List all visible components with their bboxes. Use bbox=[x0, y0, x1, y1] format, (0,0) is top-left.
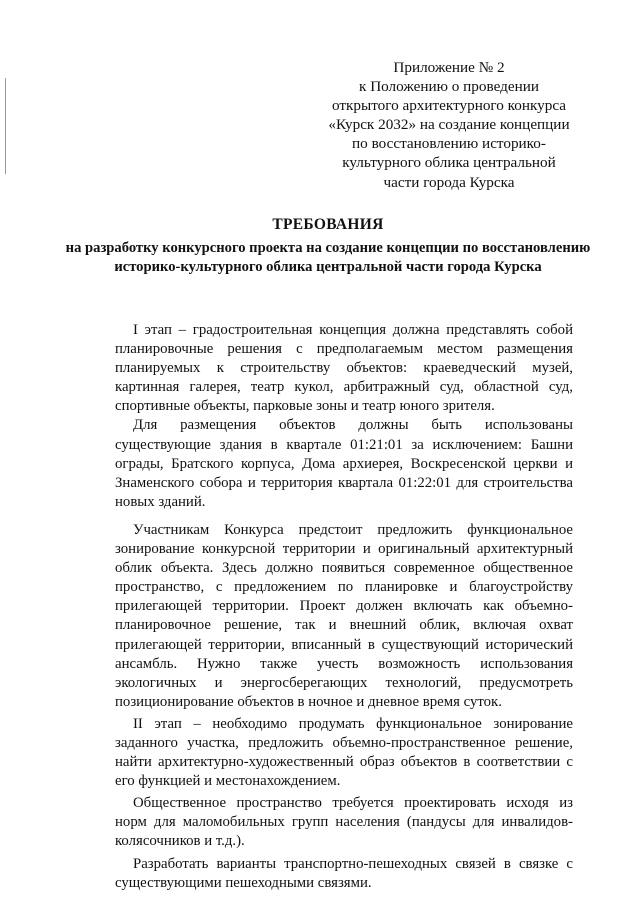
document-title: ТРЕБОВАНИЯ bbox=[272, 216, 384, 233]
appendix-line: к Положению о проведении bbox=[359, 78, 539, 96]
paragraph-participants: Участникам Конкурса предстоит предложить функциональное зонирование конкурсной территории и оригинальный архитектурный облик объекта. Здесь должно появиться современное общественное пространство, с предложением по планировке и благоустройству прилегающей территории. Проект должен включать как объемно-планировочное решение, так и внешний облик, включая охват прилегающей территории, вписанный в существующий исторический ансамбль. Нужно также учесть возможность использования экологичных и энергосберегающих технологий, предусмотреть позиционирование объектов в ночное и дневное время суток. bbox=[115, 521, 573, 710]
appendix-line: части города Курска bbox=[383, 173, 515, 191]
paragraph-stage-1: I этап – градостроительная концепция должна представлять собой планировочные решения с предполагаемым местом размещения планируемых к строительству объектов: краеведческий музей, картинная галерея, театр кукол, арбитражный суд, областной суд, спортивные объекты, парковые зоны и театр юного зрителя. bbox=[115, 322, 573, 415]
document-heading bbox=[60, 215, 596, 277]
scan-edge-mark bbox=[5, 78, 6, 174]
paragraph-existing-buildings: Для размещения объектов должны быть использованы существующие здания в квартале 01:21:01 за исключением: Башни ограды, Братского корпуса, Дома архиерея, Воскресенской церкви и Знаменского собора и территория квартала 01:22:01 для строительства новых зданий. bbox=[115, 417, 573, 510]
paragraph-transport-links: Разработать варианты транспортно-пешеходных связей в связке с существующими пешеходными связями. bbox=[115, 855, 573, 891]
appendix-line: открытого архитектурного конкурса bbox=[331, 97, 567, 115]
paragraph-public-space: Общественное пространство требуется проектировать исходя из норм для маломобильных групп населения (пандусы для инвалидов-колясочников и т.д.). bbox=[115, 795, 573, 850]
document-body bbox=[115, 321, 573, 893]
appendix-line: «Курск 2032» на создание концепции bbox=[328, 116, 570, 134]
appendix-line: Приложение № 2 bbox=[393, 59, 505, 76]
appendix-line: по восстановлению историко- bbox=[352, 135, 546, 153]
paragraph-stage-2: II этап – необходимо продумать функциональное зонирование заданного участка, предложить объемно-пространственное решение, найти архитектурно-художественный образ объектов в соответствии с его функцией и местонахождением. bbox=[115, 715, 573, 790]
appendix-block bbox=[318, 58, 580, 192]
appendix-line: культурного облика центральной bbox=[342, 154, 556, 172]
document-subtitle: на разработку конкурсного проекта на создание концепции по восстановлению историко-культурного облика центральной части города Курска bbox=[65, 240, 591, 276]
